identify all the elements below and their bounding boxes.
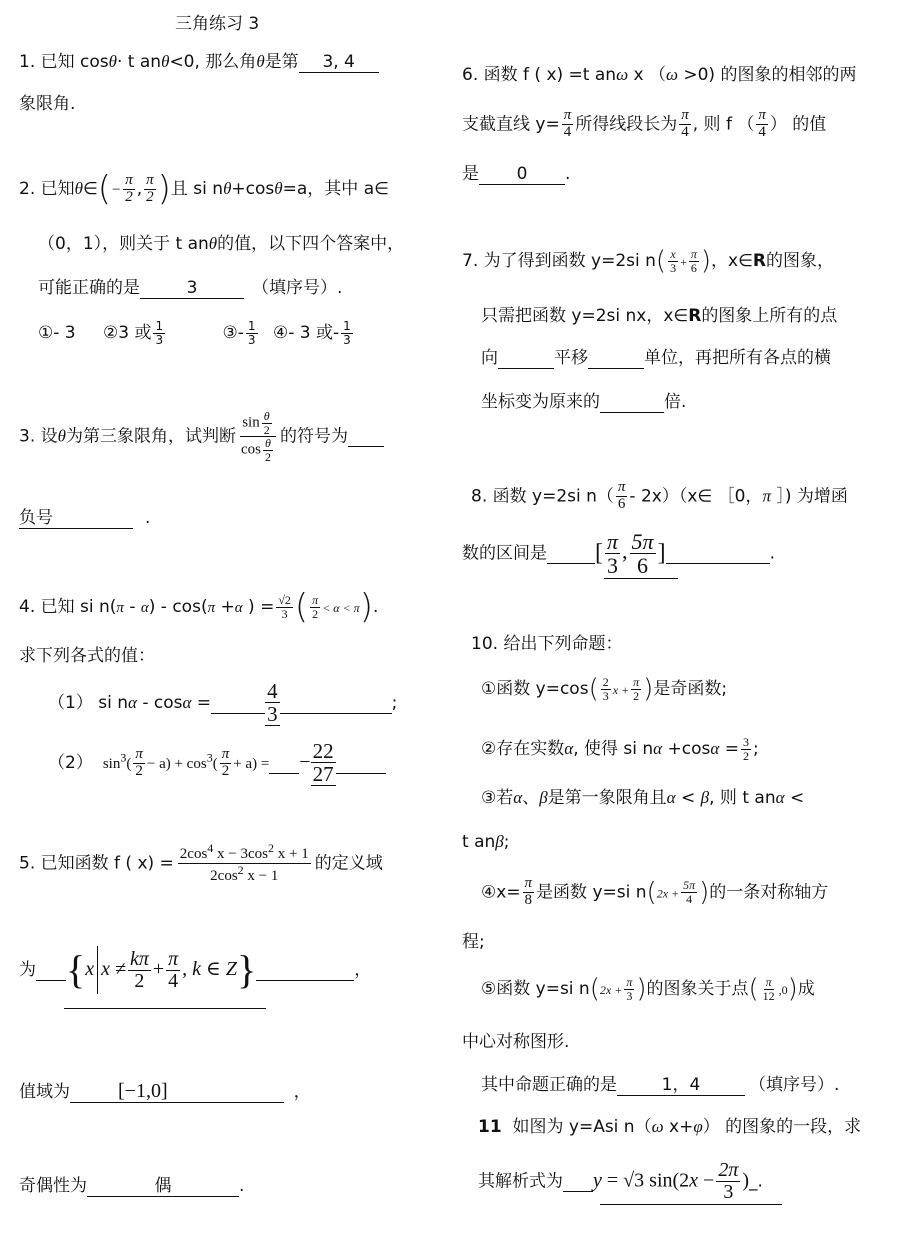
- q10-proposition-4-line2: 程;: [462, 932, 485, 952]
- q10-proposition-3-line2: t anβ;: [462, 832, 510, 852]
- question-2-line2: （0，1），则关于 t anθ的值，以下四个答案中，: [38, 234, 405, 254]
- question-1: 1. 已知 cosθ· t anθ<0, 那么角θ是第 3, 4: [19, 52, 379, 73]
- question-7: 7. 为了得到函数 y=2si n( $\frac{x}{3}$ + $\frac{\pi}{6}$ )，x∈R的图象，: [462, 246, 834, 277]
- q11-answer-underline: [600, 1204, 782, 1205]
- question-11-line2: 其解析式为 y = √3 sin(2x − $\frac{2\pi}{3}$ )_.: [478, 1159, 763, 1203]
- question-11: 11 如图为 y=Asi n（ω x+φ） 的图象的一段，求: [478, 1117, 862, 1137]
- q4-answer-2: $\frac{22}{27}$: [312, 739, 334, 787]
- q10-proposition-3: ③若α、β是第一象限角且α < β, 则 t anα <: [481, 788, 805, 808]
- page-title: 三角练习 3: [175, 14, 260, 34]
- q6-answer: 0: [479, 165, 565, 185]
- question-3: 3. 设θ为第三象限角，试判断 sin $\frac{\theta}{2}$ cos $\frac{\theta}{2}$ 的符号为: [19, 410, 384, 463]
- q3-answer: 负号: [19, 509, 133, 529]
- question-5-parity: 奇偶性为 偶 .: [19, 1176, 245, 1196]
- question-5-range: 值域为 [−1,0] ，: [19, 1080, 311, 1102]
- q10-answer: 1，4: [617, 1076, 745, 1096]
- q5-parity-answer: 偶: [87, 1177, 239, 1197]
- question-2: 2. 已知θ∈(− $\frac{\pi}{2}$ , $\frac{\pi}{2}$ )且 si nθ+cosθ=a，其中 a∈: [19, 169, 389, 209]
- q10-proposition-2: ②存在实数α, 使得 si nα +cosα = $\frac{3}{2}$ ;: [481, 735, 759, 763]
- q7-blank-direction: [498, 349, 554, 369]
- q7-blank-amount: [588, 349, 644, 369]
- q4-answer-1: $\frac{4}{3}$: [267, 679, 278, 727]
- question-1-line2: 象限角.: [19, 94, 76, 114]
- q7-blank-factor: [600, 393, 664, 413]
- question-7-line4: 坐标变为原来的 倍.: [481, 392, 687, 412]
- question-6-line2: 支截直线 y= $\frac{\pi}{4}$ 所得线段长为 $\frac{\pi}{4}$ , 则 f （ $\frac{\pi}{4}$ ） 的值: [462, 107, 827, 140]
- question-4: 4. 已知 si n(π - α) - cos(π +α ) = $\frac{√2}{3}$ ( $\frac{\pi}{2}$ < α < π).: [19, 587, 379, 627]
- question-2-options: ①- 3 ②3 或 $\frac{1}{3}$ ③- $\frac{1}{3}$ ④- 3 或- $\frac{1}{3}$: [38, 319, 351, 347]
- question-2-line3: 可能正确的是 3 （填序号）.: [38, 278, 343, 298]
- question-10-title: 10. 给出下列命题：: [471, 634, 623, 654]
- q10-proposition-1: ①函数 y=cos( $\frac{2}{3}$ x + $\frac{\pi}{2}$ )是奇函数;: [481, 674, 728, 705]
- question-7-line3: 向 平移 单位，再把所有各点的横: [481, 348, 831, 368]
- q10-proposition-5-line2: 中心对称图形.: [462, 1032, 570, 1052]
- q8-answer-underline: [604, 578, 678, 579]
- question-7-line2: 只需把函数 y=2si nx，x∈R的图象上所有的点: [481, 306, 838, 326]
- question-8-line2: 数的区间是 [ $\frac{\pi}{3}$ , $\frac{5\pi}{6}$ ] .: [462, 529, 775, 579]
- question-8: 8. 函数 y=2si n（ $\frac{\pi}{6}$ - 2x）（x∈ ［0，π ］) 为增函: [471, 479, 848, 512]
- question-4-line2: 求下列各式的值：: [19, 646, 155, 666]
- question-4-part2: （2） $\sin^3$( $\frac{\pi}{2}$ − $a) + \cos^3$( $\frac{\pi}{2}$ + a) = − $\frac{22}{27}$: [48, 740, 386, 786]
- question-6: 6. 函数 f ( x) =t anω x （ω >0) 的图象的相邻的两: [462, 65, 857, 85]
- q5-range-answer: [−1,0]: [118, 1080, 168, 1102]
- q10-proposition-4: ④x= $\frac{\pi}{8}$ 是函数 y=si n(2x + $\frac{5\pi}{4}$ )的一条对称轴方: [481, 875, 829, 908]
- question-5-domain: 为 {x x ≠ $\frac{k\pi}{2}$ + $\frac{\pi}{4}$ , k ∈ Z} ，: [19, 947, 372, 992]
- question-4-part1: （1） si nα - cosα = $\frac{4}{3}$ ;: [48, 679, 398, 727]
- question-3-answer-line: 负号 .: [19, 508, 151, 528]
- q10-answer-line: 其中命题正确的是 1，4 （填序号）.: [481, 1075, 840, 1095]
- q10-proposition-5: ⑤函数 y=si n(2x + $\frac{\pi}{3}$ )的图象关于点( $\frac{\pi}{12}$ ,0)成: [481, 974, 815, 1005]
- q5-domain-underline: [64, 1008, 266, 1009]
- q2-answer: 3: [140, 279, 244, 299]
- question-6-line3: 是 0 .: [462, 164, 571, 184]
- q1-answer: 3, 4: [299, 53, 379, 73]
- question-5: 5. 已知函数 f ( x) = $\frac{2\cos^4 x - 3\cos^2 x + 1}{2\cos^2 x - 1}$ 的定义域: [19, 841, 383, 884]
